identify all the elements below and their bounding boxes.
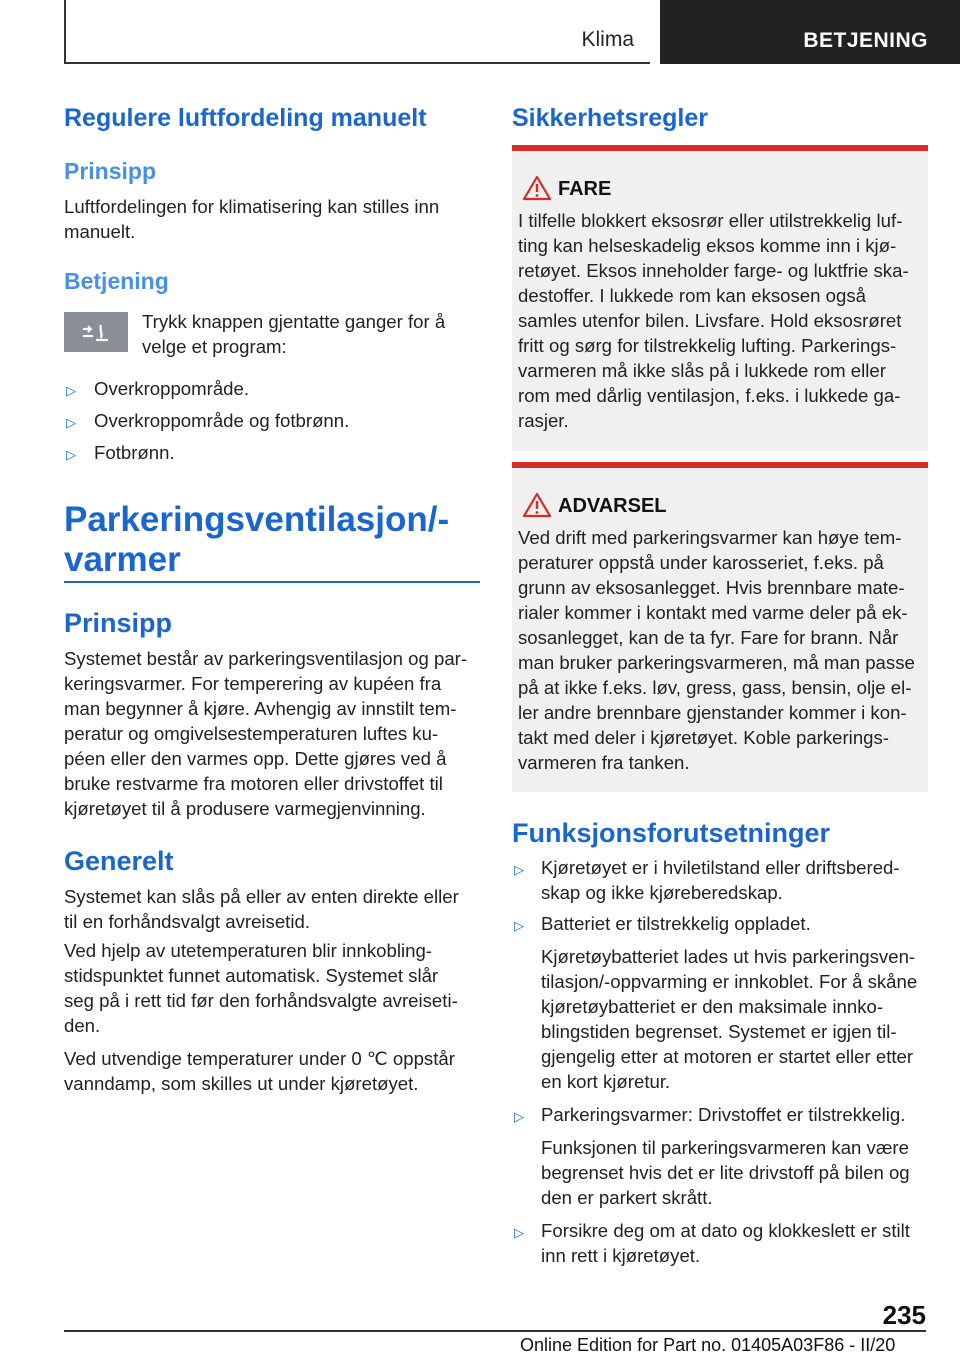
header-left-rule [64, 0, 66, 64]
prereq-note-line: tilasjon/-oppvarming er innkoblet. For å skåne [541, 971, 918, 992]
danger-text [518, 208, 924, 433]
header-section: Klima [581, 28, 634, 51]
principle2-line: bruke restvarme fra motoren eller drivstoffet til [64, 773, 443, 794]
principle2-line: peratur og omgivelsestemperaturen luftes ku‐ [64, 723, 439, 744]
principle2-line: keringsvarmer. For temperering av kupéen fra [64, 673, 442, 694]
prereq-note-line: kjøretøybatteriet er den maksimale innko‐ [541, 996, 884, 1017]
warning-line: man bruker parkeringsvarmeren, må man passe [518, 652, 915, 673]
danger-line: fritt og sørg for tilstrekkelig lufting. Parkerings‐ [518, 335, 897, 356]
warning-line: ler andre brennbare gjenstander kommer i kon‐ [518, 702, 907, 723]
danger-label: FARE [558, 178, 612, 200]
prereq-line: Forsikre deg om at dato og klokkeslett er stilt [541, 1220, 910, 1241]
heading-general: Generelt [64, 846, 174, 876]
warning-line: varmeren fra tanken. [518, 752, 690, 773]
chapter-title-line: Parkeringsventilasjon/‐ [64, 500, 450, 539]
section-title-safety: Sikkerhetsregler [512, 104, 708, 132]
prereq-note-line: begrenset hvis det er lite drivstoff på bilen og [541, 1162, 910, 1183]
heading-principle-2: Prinsipp [64, 608, 173, 638]
warning-line: takt med deler i kjøretøyet. Koble parkerings‐ [518, 727, 889, 748]
prereq-note-line: Funksjonen til parkeringsvarmeren kan være [541, 1137, 909, 1158]
warning-line: Ved drift med parkeringsvarmer kan høye tem‐ [518, 527, 902, 548]
general-line: seg på i rett tid før den forhåndsvalgte avreiseti‐ [64, 990, 458, 1011]
general-line: den. [64, 1015, 101, 1036]
warning-line: sosanlegget, kan de ta fyr. Fare for brann. Når [518, 627, 899, 648]
header-bottom-rule [64, 62, 650, 64]
edition-text: Online Edition for Part no. 01405A03F86 - II/20 [520, 1335, 896, 1355]
bullet-triangle-icon: ▷ [66, 447, 76, 462]
footer-rule [64, 1330, 926, 1332]
bullet-triangle-icon: ▷ [66, 383, 76, 398]
warning-line: på at ikke f.eks. løv, gress, gass, bensin, olje el‐ [518, 677, 912, 698]
danger-line: destoffer. I lukkede rom kan eksosen også [518, 285, 866, 306]
danger-line: varmeren må ikke slås på i lukkede rom eller [518, 360, 886, 381]
danger-box [512, 145, 928, 451]
operation-text-line: velge et program: [142, 336, 287, 357]
prereq-note-line: den er parkert skrått. [541, 1187, 713, 1208]
bullet-triangle-icon: ▷ [514, 1109, 524, 1124]
general-line: Systemet kan slås på eller av enten direkte eller [64, 886, 459, 907]
section-title-airflow: Regulere luftfordeling manuelt [64, 104, 427, 132]
bullet-triangle-icon: ▷ [514, 1225, 524, 1240]
principle-text-line: Luftfordelingen for klimatisering kan stilles inn [64, 196, 440, 217]
warning-triangle-icon [522, 492, 552, 518]
principle2-line: kjøretøyet til å produsere varmegjenvinning. [64, 798, 426, 819]
prereq-line: Kjøretøyet er i hviletilstand eller driftsbered‐ [541, 857, 900, 878]
prereq-note-line: blingstiden begrenset. Systemet er igjen til‐ [541, 1021, 897, 1042]
chapter-title-rule [64, 581, 480, 583]
general-line: Ved utvendige temperaturer under 0 ℃ oppstår [64, 1048, 455, 1069]
program-list-item: Overkroppområde. [94, 378, 250, 399]
bullet-triangle-icon: ▷ [514, 862, 524, 877]
header-chapter-label: BETJENING [803, 29, 928, 52]
prereq-note-line: Kjøretøybatteriet lades ut hvis parkeringsven‐ [541, 946, 916, 967]
program-list-item: Overkroppområde og fotbrønn. [94, 410, 350, 431]
operation-text-line: Trykk knappen gjentatte ganger for å [142, 311, 446, 332]
danger-line: rasjer. [518, 410, 569, 431]
warning-line: peraturer oppstå under karosseriet, f.eks. på [518, 552, 884, 573]
warning-triangle-icon [522, 175, 552, 201]
prereq-note-line: en kort kjøretur. [541, 1071, 671, 1092]
airflow-button-icon [64, 312, 128, 352]
danger-line: ting kan helseskadelig eksos komme inn i kjø‐ [518, 235, 897, 256]
danger-line: samles utenfor bilen. Livsfare. Hold eksosrøret [518, 310, 902, 331]
warning-box [512, 462, 928, 792]
prereq-line: Parkeringsvarmer: Drivstoffet er tilstrekkelig. [541, 1104, 906, 1125]
warning-line: grunn av eksosanlegget. Hvis brennbare mate‐ [518, 577, 905, 598]
warning-text [518, 525, 924, 775]
danger-line: rom med dårlig ventilasjon, f.eks. i lukkede ga‐ [518, 385, 901, 406]
heading-prerequisites: Funksjonsforutsetninger [512, 818, 831, 848]
general-line: til en forhåndsvalgt avreisetid. [64, 911, 310, 932]
chapter-title-line: varmer [64, 540, 181, 579]
general-line: stidspunktet funnet automatisk. Systemet slår [64, 965, 439, 986]
program-list-item: Fotbrønn. [94, 442, 175, 463]
prereq-line: inn rett i kjøretøyet. [541, 1245, 701, 1266]
principle2-line: man begynner å kjøre. Avhengig av innstilt tem‐ [64, 698, 457, 719]
heading-operation: Betjening [64, 268, 169, 294]
prereq-line: Batteriet er tilstrekkelig oppladet. [541, 913, 811, 934]
bullet-triangle-icon: ▷ [66, 415, 76, 430]
prereq-line: skap og ikke kjøreberedskap. [541, 882, 783, 903]
principle-text-line: manuelt. [64, 221, 136, 242]
page-number: 235 [882, 1300, 926, 1330]
general-line: Ved hjelp av utetemperaturen blir innkobling‐ [64, 940, 432, 961]
airflow-icon [79, 321, 113, 343]
principle2-line: Systemet består av parkeringsventilasjon og par‐ [64, 648, 468, 669]
bullet-triangle-icon: ▷ [514, 918, 524, 933]
danger-line: I tilfelle blokkert eksosrør eller utilstrekkelig luf‐ [518, 210, 903, 231]
prereq-note-line: gjengelig etter at motoren er startet eller etter [541, 1046, 914, 1067]
danger-line: retøyet. Eksos inneholder farge- og luktfrie ska‐ [518, 260, 909, 281]
warning-label: ADVARSEL [558, 495, 667, 517]
general-line: vanndamp, som skilles ut under kjøretøyet. [64, 1073, 419, 1094]
header-chapter-tab [660, 0, 960, 64]
heading-principle: Prinsipp [64, 158, 157, 184]
principle2-line: péen eller den varmes opp. Dette gjøres ved å [64, 748, 447, 769]
warning-line: rialer kommer i kontakt med varme deler på ek‐ [518, 602, 908, 623]
